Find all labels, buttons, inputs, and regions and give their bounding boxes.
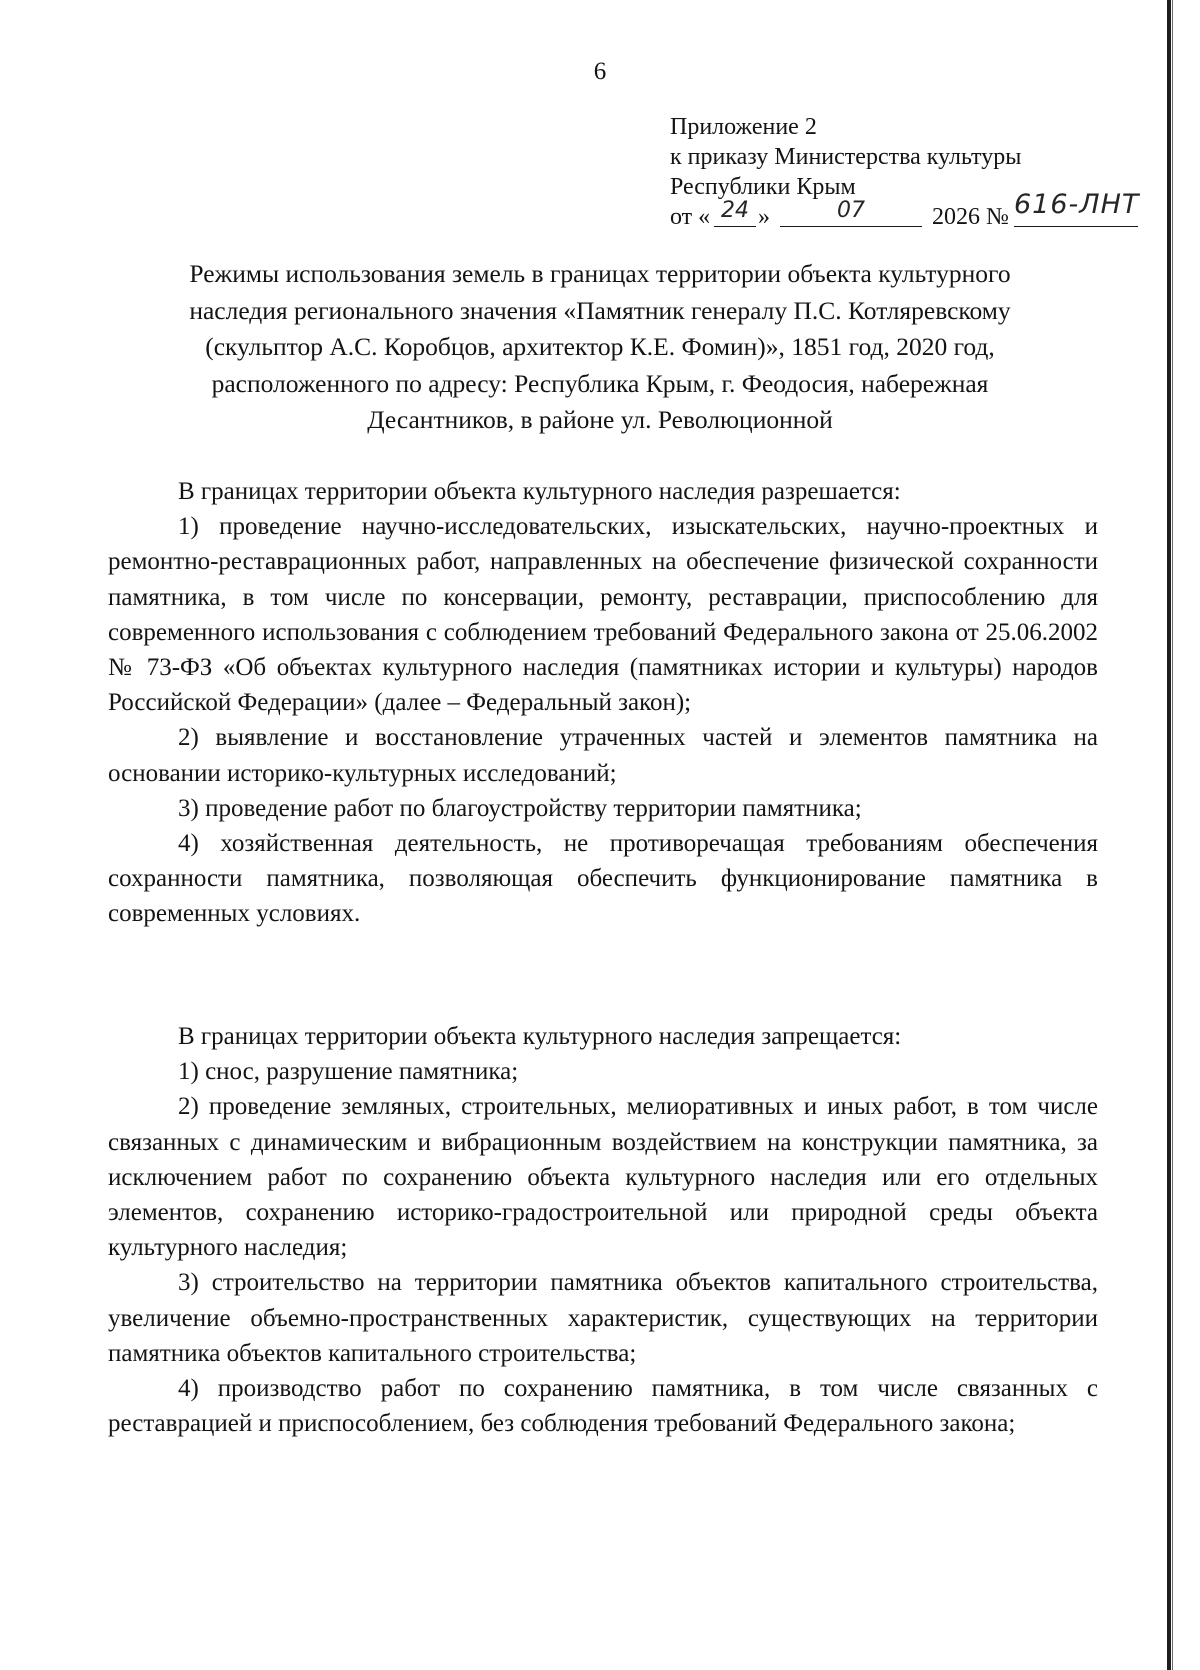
allowed-item: 4) хозяйственная деятельность, не противоречащая требованиям обеспечения сохранности памятника, позволяющая обеспечить функционирование памятника в современных условиях. — [108, 830, 1098, 928]
prohibited-heading: В границах территории объекта культурного наследия запрещается: — [178, 1023, 902, 1050]
allowed-item: 2) выявление и восстановление утраченных частей и элементов памятника на основании историко-культурных исследований; — [108, 724, 1098, 787]
annex-date-line — [670, 189, 1140, 232]
date-prefix: от « — [670, 204, 711, 230]
allowed-item: 3) проведение работ по благоустройству территории памятника; — [178, 794, 862, 822]
prohibited-item: 3) строительство на территории памятника объектов капитального строительства, увеличение объемно-пространственных характеристик, существующих на территории памятника объектов капитального строительства; — [108, 1269, 1098, 1367]
date-month-handwritten: 07 — [780, 196, 922, 227]
allowed-item: 1) проведение научно-исследовательских, изыскательских, научно-проектных и ремонтно-реставрационных работ, направленных на обеспечение физической сохранности памятника, в том числе по консервации, ремонту, реставрации, приспособлению для современного использования с соблюдением требований Федерального закона от 25.06.2002 № 73-ФЗ «Об объектах культурного наследия (памятниках истории и культуры) народов Российской Федерации» (далее – Федеральный закон); — [108, 513, 1098, 717]
annex-line-1: Приложение 2 — [670, 114, 817, 140]
date-year-label: 2026 № — [932, 204, 1009, 230]
annex-line-3: Республики Крым — [670, 174, 856, 200]
allowed-heading: В границах территории объекта культурного наследия разрешается: — [178, 478, 901, 505]
prohibited-item: 4) производство работ по сохранению памятника, в том числе связанных с реставрацией и приспособлением, без соблюдения требований Федерального закона; — [108, 1375, 1098, 1438]
title-line: расположенного по адресу: Республика Крым, г. Феодосия, набережная — [211, 368, 989, 398]
scan-border-line — [1167, 0, 1171, 1670]
order-number-handwritten: 616-ЛНТ — [1014, 190, 1138, 227]
title-line: Десантников, в районе ул. Революционной — [367, 405, 833, 434]
page-number: 6 — [593, 58, 607, 85]
scan-border-line-thin — [1172, 0, 1173, 1670]
prohibited-section — [108, 1019, 1098, 1441]
prohibited-item: 1) снос, разрушение памятника; — [178, 1058, 519, 1086]
document-title — [120, 256, 1080, 439]
annex-line-2: к приказу Министерства культуры — [670, 144, 1022, 170]
title-line: наследия регионального значения «Памятник генералу П.С. Котляревскому — [189, 295, 1011, 325]
annex-block — [670, 112, 1140, 232]
title-line: Режимы использования земель в границах территории объекта культурного — [189, 259, 1011, 288]
allowed-section — [108, 474, 1098, 932]
prohibited-item: 2) проведение земляных, строительных, мелиоративных и иных работ, в том числе связанных с динамическим и вибрационным воздействием на конструкции памятника, за исключением работ по сохранению объекта культурного наследия или его отдельных элементов, сохранению историко-градостроительной или природной среды объекта культурного наследия; — [108, 1093, 1098, 1262]
date-day-handwritten: 24 — [714, 196, 756, 227]
date-quote-close: » — [758, 204, 770, 230]
title-line: (скульптор А.С. Коробцов, архитектор К.Е. Фомин)», 1851 год, 2020 год, — [205, 332, 995, 361]
